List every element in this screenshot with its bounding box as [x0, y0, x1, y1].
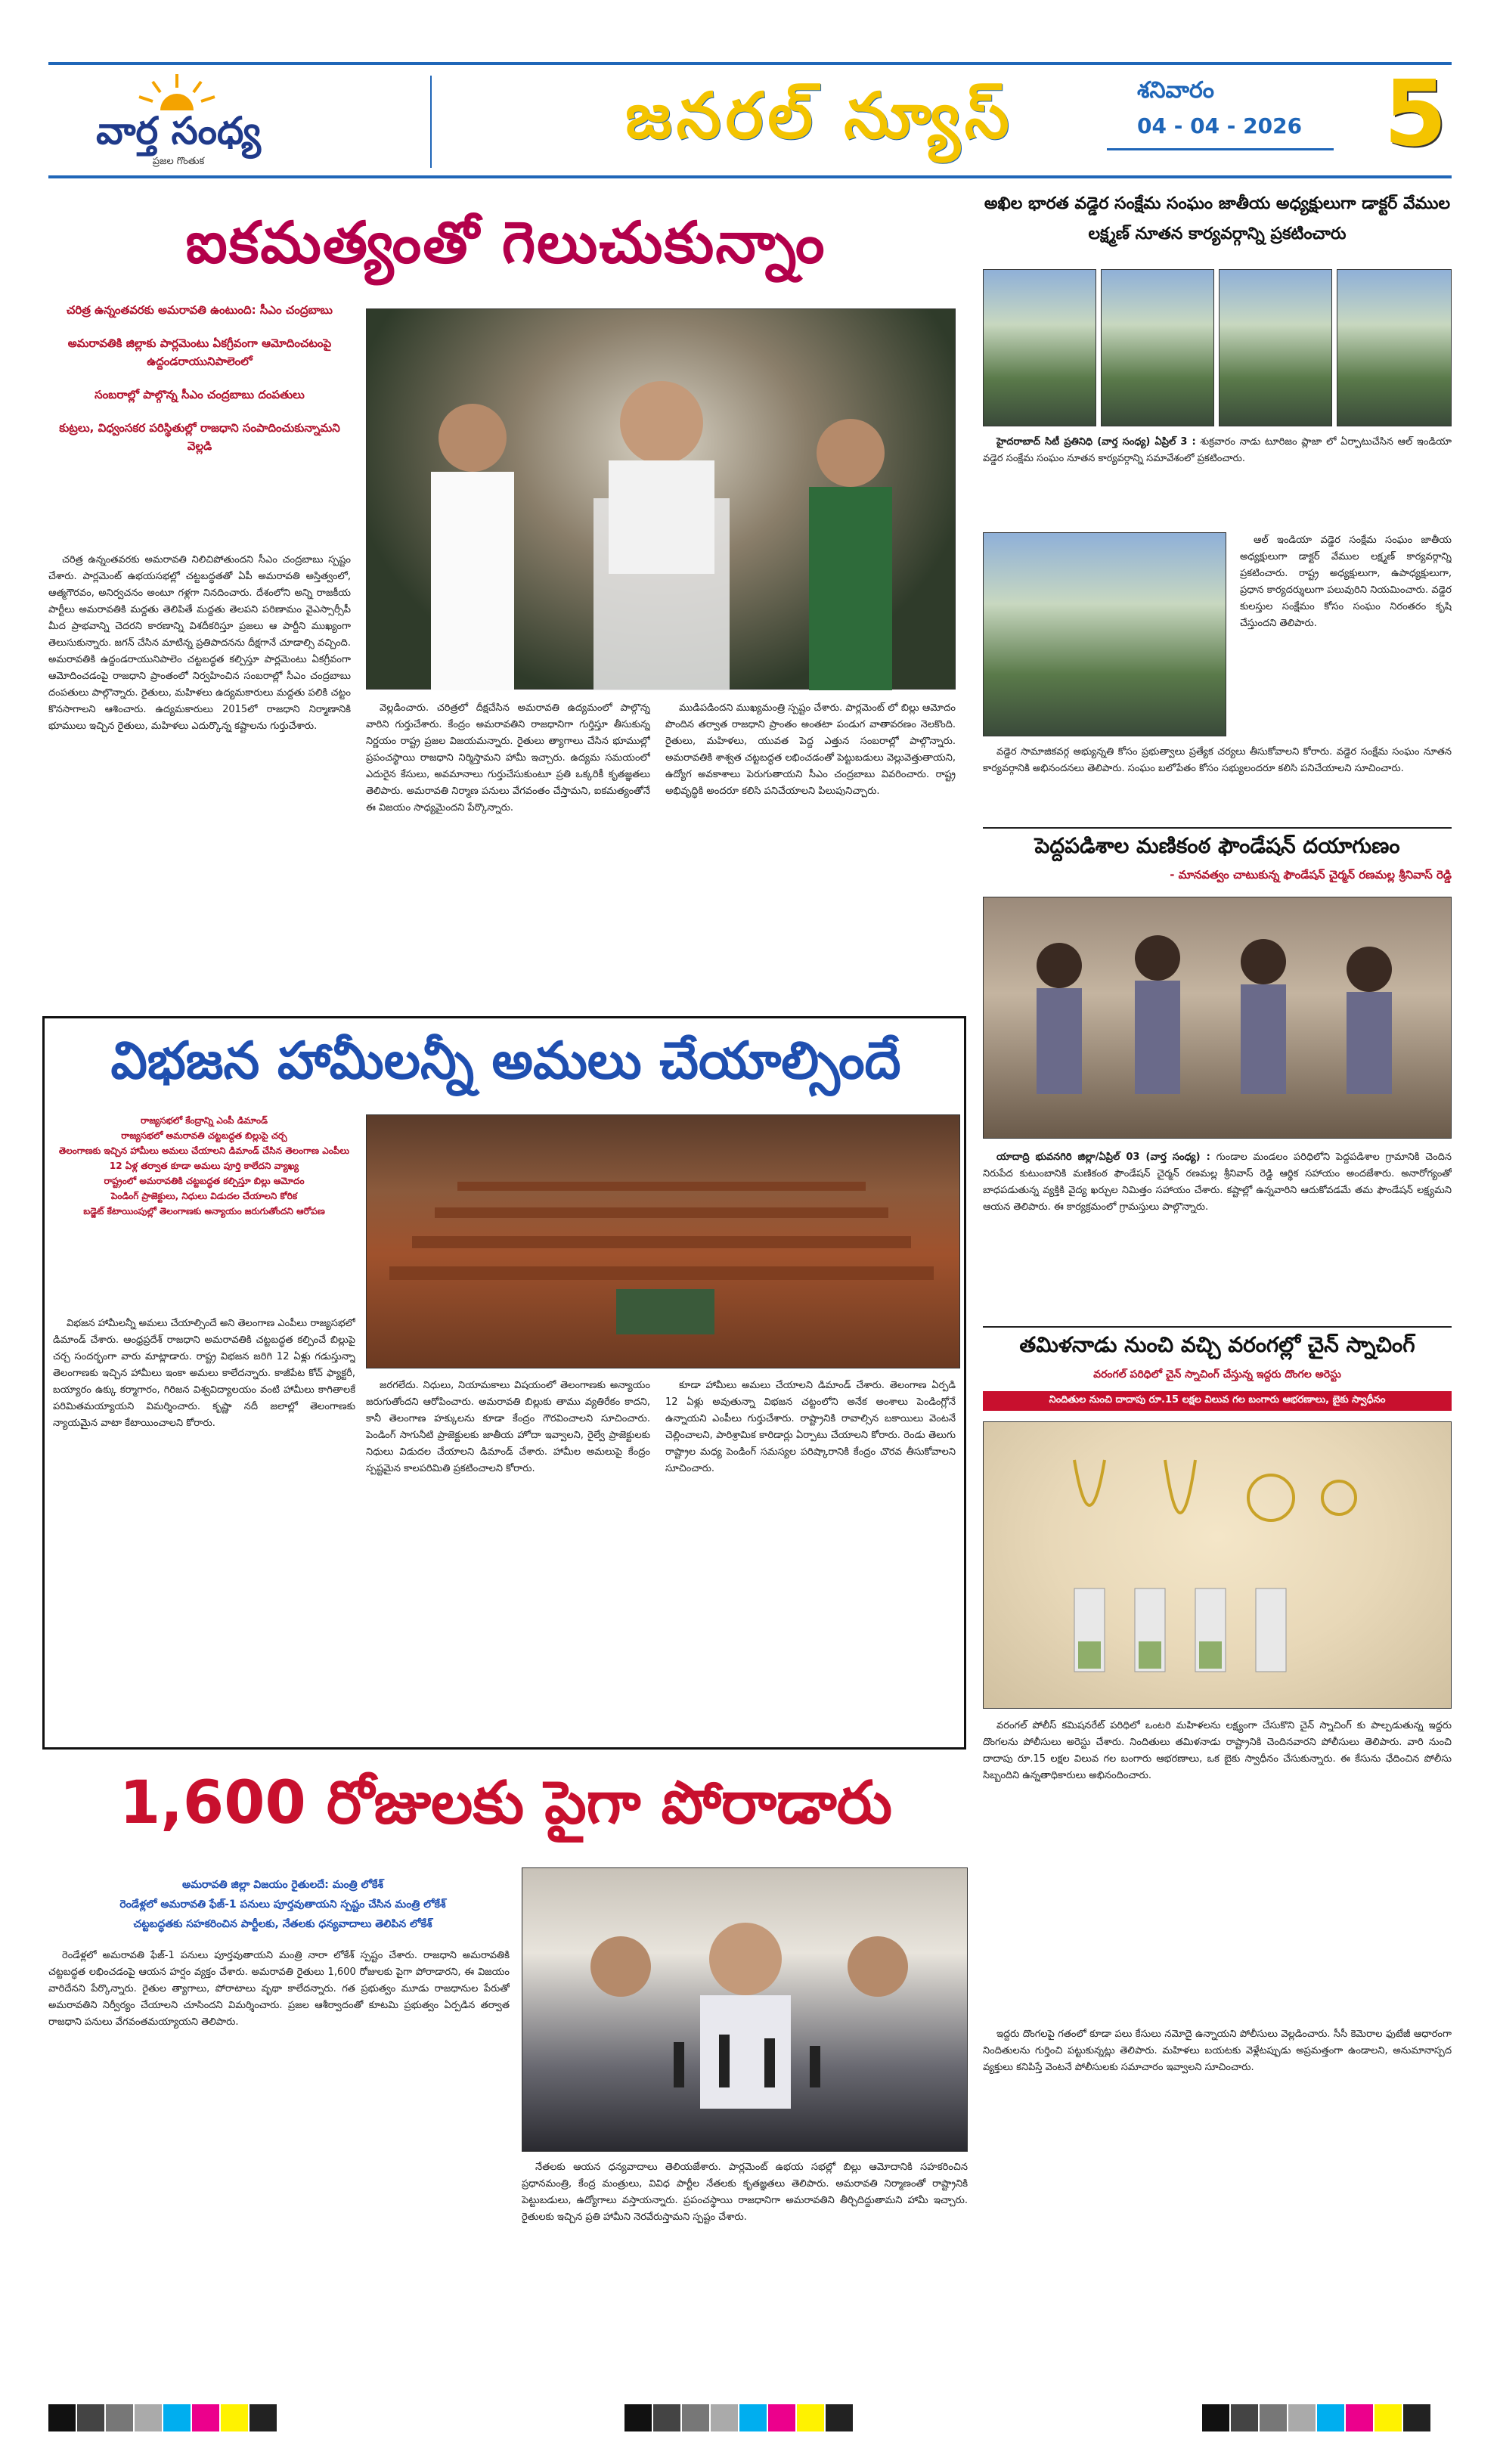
story5-dateline-paragraph	[983, 1149, 1452, 1216]
day-label: శనివారం	[1137, 77, 1214, 104]
story4-photo	[983, 269, 1096, 426]
logo	[48, 70, 305, 168]
story3-paragraph: రెండేళ్లలో అమరావతి ఫేజ్-1 పనులు పూర్తవుతాయని మంత్రి నారా లోకేశ్ స్పష్టం చేశారు. రాజధాని అమరావతికి చట్టబద్ధత లభించడంపై ఆయన హర్షం వ్యక్తం చేశారు. అమరావతి రైతులు 1,600 రోజులకు పైగా పోరాడారని, ఈ విజయం వారిదేనని పేర్కొన్నారు. రైతుల త్యాగాలు, పోరాటాలు వృథా కాలేదన్నారు. గత ప్రభుత్వం మూడు రాజధానుల పేరుతో అమరావతిని నిర్వీర్యం చేయాలని చూసిందని విమర్శించారు. ప్రజల ఆశీర్వాదంతో కూటమి ప్రభుత్వం ఏర్పడిన తర్వాత రాజధాని పనులు వేగవంతమయ్యాయని తెలిపారు.	[48, 1950, 510, 2028]
story2-paragraph: జరగలేదు. నిధులు, నియామకాలు విషయంలో తెలంగాణకు అన్యాయం జరుగుతోందని ఆరోపించారు. అమరావతి బిల్లుకు తాము వ్యతిరేకం కాదని, కానీ తెలంగాణ హక్కులను కూడా కేంద్రం గౌరవించాలని సూచించారు. పెండింగ్ సాగునీటి ప్రాజెక్టులకు జాతీయ హోదా ఇవ్వాలని, రైల్వే ప్రాజెక్టులకు నిధులు విడుదల చేయాలని డిమాండ్ చేశారు. హామీల అమలుపై కేంద్రం స్పష్టమైన కాలపరిమితి ప్రకటించాలని కోరారు.	[366, 1380, 650, 1474]
color-swatch	[682, 2404, 709, 2431]
story6-subhead2: నిందితుల నుంచి దాదాపు రూ.15 లక్షల విలువ గల బంగారు ఆభరణాలు, బైకు స్వాధీనం	[983, 1391, 1452, 1411]
color-swatch	[249, 2404, 277, 2431]
story1-subhead: అమరావతికి జిల్లాకు పార్లమెంటు ఏకగ్రీవంగా ఆమోదించటంపై ఉద్దండరాయునిపాలెంలో	[67, 336, 332, 368]
story4-body: శుక్రవారం నాడు టూరిజం ప్లాజా లో ఏర్పాటుచేసిన ఆల్ ఇండియా వడ్డెర సంక్షేమ సంఘం నూతన కార్యవర్గాన్ని సమావేశంలో ప్రకటించారు.	[983, 436, 1452, 464]
color-swatch	[221, 2404, 248, 2431]
color-swatch	[1374, 2404, 1402, 2431]
story1-paragraph: ముడిపడిందని ముఖ్యమంత్రి స్పష్టం చేశారు. పార్లమెంట్ లో బిల్లు ఆమోదం పొందిన తర్వాత రాజధాని ప్రాంతం అంతటా పండుగ వాతావరణం నెలకొంది. రైతులు, మహిళలు, యువత పెద్ద ఎత్తున సంబరాల్లో పాల్గొన్నారు. అమరావతికి శాశ్వత చట్టబద్ధత లభించడంతో పెట్టుబడులు వెల్లువెత్తుతాయని, ఉద్యోగ అవకాశాలు పెరుగుతాయని సీఎం చంద్రబాబు వివరించారు. రాష్ట్ర అభివృద్ధికి అందరూ కలిసి పనిచేయాలని పిలుపునిచ్చారు.	[665, 702, 956, 797]
section-divider	[983, 1326, 1452, 1328]
color-swatch	[826, 2404, 853, 2431]
story1-subhead: కుట్రలు, విధ్వంసకర పరిస్థితుల్లో రాజధాని సంపాదించుకున్నామని వెల్లడి	[59, 421, 340, 453]
story4-photo-large	[983, 532, 1226, 736]
story2-subheads	[53, 1113, 355, 1309]
story4-photo	[1219, 269, 1332, 426]
story4-photo	[1337, 269, 1452, 426]
print-color-bar-center	[624, 2404, 874, 2435]
color-swatch	[77, 2404, 104, 2431]
story5-dateline: యాదాద్రి భువనగిరి జిల్లా/ఏప్రిల్ 03 (వార్త సంధ్య) :	[996, 1151, 1210, 1163]
logo-text: వార్త సంధ్య	[96, 109, 261, 153]
color-swatch	[1260, 2404, 1287, 2431]
page-number: 5	[1384, 62, 1447, 167]
story3-headline: 1,600 రోజులకు పైగా పోరాడారు	[119, 1769, 892, 1837]
color-swatch	[1288, 2404, 1316, 2431]
story2-subhead: 12 ఏళ్ల తర్వాత కూడా అమలు పూర్తి కాలేదని వ్యాఖ్య	[109, 1161, 299, 1171]
story4-paragraph: వడ్డెర సామాజికవర్గ అభ్యున్నతి కోసం ప్రభుత్వాలు ప్రత్యేక చర్యలు తీసుకోవాలని కోరారు. వడ్డెర సంక్షేమ సంఘం నూతన కార్యవర్గానికి అభినందనలు తెలిపారు. సంఘం బలోపేతం కోసం సభ్యులందరూ కలిసి పనిచేయాలని సూచించారు.	[983, 746, 1452, 774]
masthead-divider	[430, 76, 432, 168]
print-color-bar-left	[48, 2404, 298, 2435]
story1-body-col3	[665, 700, 956, 1010]
story1-paragraph: వెల్లడించారు. చరిత్రలో దీక్షచేసిన అమరావతి ఉద్యమంలో పాల్గొన్న వారిని గుర్తుచేశారు. కేంద్రం అమరావతిని రాజధానిగా గుర్తిస్తూ తీసుకున్న నిర్ణయం రాష్ట్ర ప్రజల విజయమన్నారు. రైతులు త్యాగాలు చేసిన భూముల్లో ప్రపంచస్థాయి రాజధాని నిర్మిస్తామని హామీ ఇచ్చారు. ఉద్యమ సమయంలో ఎదురైన కేసులు, అవమానాలు గుర్తుచేసుకుంటూ ప్రతి ఒక్కరికీ కృతజ్ఞతలు తెలిపారు. అమరావతి నిర్మాణ పనులు వేగవంతం చేస్తామని, ఐకమత్యంతోనే ఈ విజయం సాధ్యమైందని పేర్కొన్నారు.	[366, 702, 650, 814]
story2-subhead: రాష్ట్రంలో అమరావతికి చట్టబద్ధత కల్పిస్తూ బిల్లు ఆమోదం	[104, 1176, 305, 1186]
story4-dateline-paragraph	[983, 434, 1452, 467]
story2-body-col1	[53, 1316, 355, 1743]
masthead	[48, 62, 1452, 178]
story4-body-side	[1240, 532, 1452, 736]
story2-subhead: రాజ్యసభలో అమరావతి చట్టబద్ధత బిల్లుపై చర్చ	[121, 1130, 287, 1141]
story2-subhead: పెండింగ్ ప్రాజెక్టులు, నిధులు విడుదల చేయాలని కోరిక	[110, 1191, 298, 1201]
color-swatch	[48, 2404, 76, 2431]
color-swatch	[163, 2404, 191, 2431]
story2-paragraph: విభజన హామీలన్నీ అమలు చేయాల్సిందే అని తెలంగాణ ఎంపీలు రాజ్యసభలో డిమాండ్ చేశారు. ఆంధ్రప్రదేశ్ రాజధాని అమరావతికి చట్టబద్ధత కల్పించే బిల్లుపై చర్చ సందర్భంగా వారు మాట్లాడారు. రాష్ట్ర విభజన జరిగి 12 ఏళ్లు గడుస్తున్నా తెలంగాణకు ఇచ్చిన హామీలు ఇంకా అమలు కాలేదన్నారు. కాజీపేట కోచ్ ఫ్యాక్టరీ, బయ్యారం ఉక్కు కర్మాగారం, గిరిజన విశ్వవిద్యాలయం వంటి హామీలు కాగితాలకే పరిమితమయ్యాయని విమర్శించారు. కృష్ణా నదీ జలాల్లో తెలంగాణకు న్యాయమైన వాటా కేటాయించాలని కోరారు.	[53, 1318, 355, 1429]
story3-subhead: చట్టబద్ధతకు సహకరించిన పార్టీలకు, నేతలకు ధన్యవాదాలు తెలిపిన లోకేశ్	[133, 1918, 432, 1930]
story1-paragraph: చరిత్ర ఉన్నంతవరకు అమరావతి నిలిచిపోతుందని సీఎం చంద్రబాబు స్పష్టం చేశారు. పార్లమెంట్ ఉభయసభల్లో చట్టబద్ధతతో ఏపీ అమరావతి అస్తిత్వంలో, ఆత్మగౌరవం, అనిర్వచనం అంటూ గళ్లగా నినదించారు. దేశంలోని అన్ని రాజకీయ పార్టీలు అమరావతికి మద్దతు తెలిపితే మద్దతు తెలపని పరిణామం వైఎస్సార్సీపీ మీద ప్రాభవాన్ని చెదరని కారణాన్ని విశదీకరిస్తూ ప్రజలు ఆ పార్టీని ముఖ్యంగా తెలుసుకున్నారు. జగన్ చేసిన మాటిన్న ప్రతిపాదనను దీక్షగానే చూడాల్సి వచ్చింది. అమరావతికి ఉద్దండరాయునిపాలెం చట్టబద్ధత కల్పిస్తూ పార్లమెంటు ఏకగ్రీవంగా ఆమోదించడంపై రాజధాని ప్రాంతంలో నిర్వహించిన సంబరాల్లో సీఎం చంద్రబాబు దంపతులు పాల్గొన్నారు. రైతులు, మహిళలు ఉద్యమకారులు మద్దతు పలికి చట్టం కొనసాగాలని ఆశించారు. ఉద్యమకారులు 2015లో రాజధాని నిర్మాణానికి భూములు ఇచ్చిన రైతులు, మహిళలు ఎదుర్కొన్న కష్టాలను గుర్తుచేశారు.	[48, 554, 351, 732]
story1-body-col2	[366, 700, 650, 1010]
press-meet-icon	[522, 1868, 968, 2153]
story3-paragraph: నేతలకు ఆయన ధన్యవాదాలు తెలియజేశారు. పార్లమెంట్ ఉభయ సభల్లో బిల్లు ఆమోదానికి సహకరించిన ప్రధానమంత్రి, కేంద్ర మంత్రులు, వివిధ పార్టీల నేతలకు కృతజ్ఞతలు తెలిపారు. అమరావతి నిర్మాణంతో రాష్ట్రానికి పెట్టుబడులు, ఉద్యోగాలు వస్తాయన్నారు. ప్రపంచస్థాయి రాజధానిగా అమరావతిని తీర్చిదిద్దుతామని హామీ ఇచ్చారు. రైతులకు ఇచ్చిన ప్రతి హామీని నెరవేరుస్తామని స్పష్టం చేశారు.	[522, 2162, 968, 2223]
story2-subhead: బడ్జెట్ కేటాయింపుల్లో తెలంగాణకు అన్యాయం జరుగుతోందని ఆరోపణ	[83, 1206, 325, 1217]
story4-headline: అఖిల భారత వడ్డెర సంక్షేమ సంఘం జాతీయ అధ్యక్షులుగా డాక్టర్ వేముల లక్ష్మణ్ నూతన కార్యవర్గాన్ని ప్రకటించారు	[984, 194, 1451, 243]
story5-paragraph: గుండాల మండలం పరిధిలోని పెద్దపడిశాల గ్రామానికి చెందిన నిరుపేద కుటుంబానికి మణికంఠ ఫౌండేషన్ చైర్మన్ రణమల్ల శ్రీనివాస్ రెడ్డి ఆర్థిక సహాయం అందజేశారు. అనారోగ్యంతో బాధపడుతున్న వ్యక్తికి వైద్య ఖర్చుల నిమిత్తం సహాయం చేశారు. కష్టాల్లో ఉన్నవారిని ఆదుకోవడమే తమ ఫౌండేషన్ లక్ష్యమని ఆయన తెలిపారు. ఈ కార్యక్రమంలో గ్రామస్తులు పాల్గొన్నారు.	[983, 1151, 1452, 1213]
date-label: 04 - 04 - 2026	[1137, 113, 1303, 138]
date-rule	[1107, 148, 1334, 150]
story4-paragraph: ఆల్ ఇండియా వడ్డెర సంక్షేమ సంఘం జాతీయ అధ్యక్షులుగా డాక్టర్ వేముల లక్ష్మణ్ కార్యవర్గాన్ని ప్రకటించారు. రాష్ట్ర అధ్యక్షులుగా, ఉపాధ్యక్షులుగా, ప్రధాన కార్యదర్శులుగా పలువురిని నియమించారు. వడ్డెర కులస్తుల సంక్షేమం కోసం సంఘం నిరంతరం కృషి చేస్తుందని తెలిపారు.	[1240, 535, 1452, 629]
color-swatch	[1346, 2404, 1373, 2431]
color-swatch	[653, 2404, 680, 2431]
story3-subhead: రెండేళ్లలో అమరావతి ఫేజ్-1 పనులు పూర్తవుతాయని స్పష్టం చేసిన మంత్రి లోకేశ్	[119, 1898, 446, 1911]
story1-body-col1	[48, 552, 351, 1006]
color-swatch	[1202, 2404, 1229, 2431]
story3-subheads	[48, 1875, 517, 1943]
story1-subheads	[48, 301, 351, 543]
story6-headline: తమిళనాడు నుంచి వచ్చి వరంగల్లో చైన్ స్నాచింగ్	[1019, 1332, 1415, 1357]
story6-paragraph: ఇద్దరు దొంగలపై గతంలో కూడా పలు కేసులు నమోదై ఉన్నాయని పోలీసులు వెల్లడించారు. సీసీ కెమెరాల ఫుటేజీ ఆధారంగా నిందితులను గుర్తించి పట్టుకున్నట్లు తెలిపారు. మహిళలు బయటకు వెళ్లేటప్పుడు అప్రమత్తంగా ఉండాలని, అనుమానాస్పద వ్యక్తులు కనిపిస్తే వెంటనే పోలీసులకు సమాచారం ఇవ్వాలని సూచించారు.	[983, 2029, 1452, 2073]
logo-tagline: ప్రజల గొంతుక	[152, 156, 205, 167]
story2-headline: విభజన హామీలన్నీ అమలు చేయాల్సిందే	[110, 1031, 901, 1091]
color-swatch	[624, 2404, 652, 2431]
story2-photo	[366, 1114, 960, 1368]
color-swatch	[106, 2404, 133, 2431]
sun-icon	[132, 73, 222, 110]
stage-figures-icon	[367, 309, 956, 690]
story6-body-col1	[983, 1718, 1452, 2020]
people-sitting-icon	[984, 897, 1452, 1139]
color-swatch	[797, 2404, 824, 2431]
color-swatch	[1231, 2404, 1258, 2431]
story2-subhead: తెలంగాణకు ఇచ్చిన హామీలు అమలు చేయాలని డిమాండ్ చేసిన తెలంగాణ ఎంపీలు	[58, 1145, 350, 1156]
story4-photo	[1101, 269, 1214, 426]
story5-body	[983, 1149, 1452, 1320]
story5-headline: పెద్దపడిశాల మణికంఠ ఫౌండేషన్ దయాగుణం	[1034, 833, 1400, 858]
color-swatch	[192, 2404, 219, 2431]
story1-subhead: చరిత్ర ఉన్నంతవరకు అమరావతి ఉంటుంది: సీఎం చంద్రబాబు	[67, 303, 333, 317]
story3-subhead: అమరావతి జిల్లా విజయం రైతులదే: మంత్రి లోకేశ్	[182, 1879, 383, 1891]
story1-headline: ఐకమత్యంతో గెలుచుకున్నాం	[185, 209, 826, 276]
story3-body-col1	[48, 1948, 510, 2379]
story5-photo	[983, 897, 1452, 1139]
color-swatch	[135, 2404, 162, 2431]
story4-body-top	[983, 434, 1452, 525]
story4-photos	[983, 269, 1452, 426]
story2-paragraph: కూడా హామీలు అమలు చేయాలని డిమాండ్ చేశారు. తెలంగాణ ఏర్పడి 12 ఏళ్లు అవుతున్నా విభజన చట్టంలోని అనేక అంశాలు పెండింగ్లోనే ఉన్నాయని ఎంపీలు గుర్తుచేశారు. రాష్ట్రానికి రావాల్సిన బకాయిలు వెంటనే చెల్లించాలని, పారిశ్రామిక కారిడార్లు ఏర్పాటు చేయాలని కోరారు. రెండు తెలుగు రాష్ట్రాల మధ్య పెండింగ్ సమస్యల పరిష్కారానికి కేంద్రం చొరవ తీసుకోవాలని సూచించారు.	[665, 1380, 956, 1474]
story6-body-col2	[983, 2026, 1452, 2379]
color-swatch	[768, 2404, 795, 2431]
story1-subhead: సంబరాల్లో పాల్గొన్న సీఎం చంద్రబాబు దంపతులు	[95, 388, 305, 401]
story6-paragraph: వరంగల్ పోలీస్ కమిషనరేట్ పరిధిలో ఒంటరి మహిళలను లక్ష్యంగా చేసుకొని చైన్ స్నాచింగ్ కు పాల్పడుతున్న ఇద్దరు దొంగలను పోలీసులు అరెస్టు చేశారు. నిందితులు తమిళనాడు రాష్ట్రానికి చెందినవారని పోలీసులు తెలిపారు. వారి నుంచి దాదాపు రూ.15 లక్షల విలువ గల బంగారు ఆభరణాలు, ఒక బైకు స్వాధీనం చేసుకున్నారు. ఈ కేసును ఛేదించిన పోలీసు సిబ్బందిని ఉన్నతాధికారులు అభినందించారు.	[983, 1720, 1452, 1781]
story4-dateline: హైదరాబాద్ సిటీ ప్రతినిధి (వార్త సంధ్య) ఏప్రిల్ 3 :	[996, 436, 1196, 448]
gold-jewellery-icon	[984, 1422, 1452, 1709]
story3-photo	[522, 1867, 968, 2152]
story4-body-bottom	[983, 744, 1452, 820]
story6-photo	[983, 1421, 1452, 1709]
color-swatch	[1403, 2404, 1430, 2431]
parliament-seats-icon	[367, 1115, 961, 1369]
story3-body-col2	[522, 2159, 968, 2379]
print-color-bar-right	[1202, 2404, 1452, 2435]
story1-photo	[366, 308, 956, 690]
section-title: జనరల్ న్యూస్	[625, 79, 1014, 153]
story6-subhead1: వరంగల్ పరిధిలో చైన్ స్నాచింగ్ చేస్తున్న ఇద్దరు దొంగల అరెస్టు	[1093, 1368, 1341, 1381]
color-swatch	[739, 2404, 767, 2431]
section-divider	[983, 827, 1452, 829]
story2-body-col2	[366, 1378, 650, 1743]
color-swatch	[1317, 2404, 1344, 2431]
story2-subhead: రాజ్యసభలో కేంద్రాన్ని ఎంపీ డిమాండ్	[141, 1115, 268, 1126]
story2-body-col3	[665, 1378, 956, 1743]
story5-subhead: - మానవత్వం చాటుకున్న ఫౌండేషన్ చైర్మన్ రణమల్ల శ్రీనివాస్ రెడ్డి	[1170, 868, 1452, 882]
color-swatch	[711, 2404, 738, 2431]
